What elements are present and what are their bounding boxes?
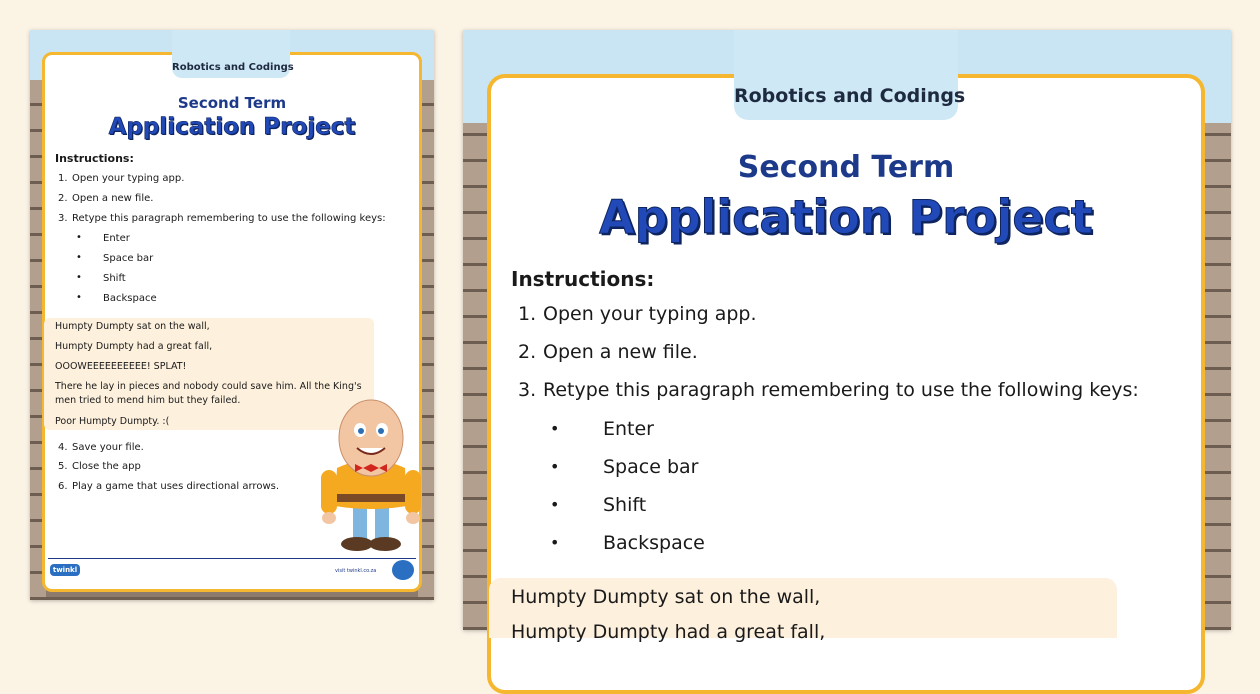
zoomed-page[interactable] [463, 30, 1231, 643]
step-number: 2. [58, 193, 68, 204]
bullet: • [550, 419, 560, 438]
bullet: • [76, 292, 82, 303]
step-text: Save your file. [72, 442, 144, 453]
step-number: 3. [518, 379, 537, 401]
twinkl-logo-text: twinkl [52, 566, 78, 574]
bullet: • [550, 495, 560, 514]
topic-tab-top [734, 30, 958, 78]
footer-divider [48, 558, 416, 559]
step-text: Close the app [72, 461, 141, 472]
humpty-dumpty-illustration [315, 400, 427, 558]
key-item: Space bar [103, 253, 154, 264]
humpty-legs [341, 504, 401, 551]
paragraph-line: Humpty Dumpty sat on the wall, [55, 321, 210, 332]
bullet: • [76, 232, 82, 243]
page-title: Application Project [108, 114, 356, 140]
subtitle: Second Term [177, 94, 287, 112]
bullet: • [550, 457, 560, 476]
thumbnail-page[interactable] [30, 30, 434, 600]
paragraph-line: There he lay in pieces and nobody could save him. All the King's [55, 381, 362, 392]
instructions-heading: Instructions: [55, 152, 134, 165]
key-item: Shift [103, 273, 126, 284]
footer-url[interactable]: visit twinkl.co.za [335, 568, 377, 574]
paragraph-line: OOOWEEEEEEEEEE! SPLAT! [55, 361, 187, 372]
badge-icon [392, 560, 414, 580]
paragraph-line: Humpty Dumpty had a great fall, [511, 621, 826, 643]
paragraph-line: Poor Humpty Dumpty. :( [55, 416, 170, 427]
page-title: Application Project [599, 190, 1093, 244]
bullet: • [550, 533, 560, 552]
humpty-head [339, 400, 403, 476]
step-text: Open a new file. [543, 341, 698, 363]
step-number: 2. [518, 341, 537, 363]
bullet: • [76, 252, 82, 263]
step-text: Retype this paragraph remembering to use the following keys: [543, 379, 1139, 401]
step-number: 3. [58, 213, 68, 224]
instructions-heading: Instructions: [511, 267, 655, 291]
subtitle: Second Term [737, 150, 955, 185]
topic-tab [734, 76, 966, 120]
key-item: Shift [603, 494, 647, 516]
paragraph-line: Humpty Dumpty had a great fall, [55, 341, 213, 352]
step-text: Open a new file. [72, 193, 154, 204]
key-item: Backspace [603, 532, 705, 554]
step-number: 1. [58, 173, 68, 184]
topic-tab [172, 54, 294, 78]
step-number: 4. [58, 442, 68, 453]
topic-tab-label: Robotics and Codings [172, 62, 294, 73]
paragraph-line: men tried to mend him but they failed. [55, 395, 241, 406]
step-text: Retype this paragraph remembering to use the following keys: [72, 213, 386, 224]
step-text: Play a game that uses directional arrows. [72, 481, 280, 492]
key-item: Space bar [603, 456, 699, 478]
key-item: Enter [603, 418, 654, 440]
step-number: 5. [58, 461, 68, 472]
topic-tab-label: Robotics and Codings [734, 85, 966, 107]
paragraph-line: Humpty Dumpty sat on the wall, [511, 586, 821, 608]
key-item: Backspace [103, 293, 157, 304]
topic-tab-top [172, 30, 290, 56]
step-number: 1. [518, 303, 537, 325]
bullet: • [76, 272, 82, 283]
twinkl-logo[interactable] [50, 564, 80, 576]
step-number: 6. [58, 481, 68, 492]
step-text: Open your typing app. [72, 173, 185, 184]
step-text: Open your typing app. [543, 303, 757, 325]
key-item: Enter [103, 233, 130, 244]
